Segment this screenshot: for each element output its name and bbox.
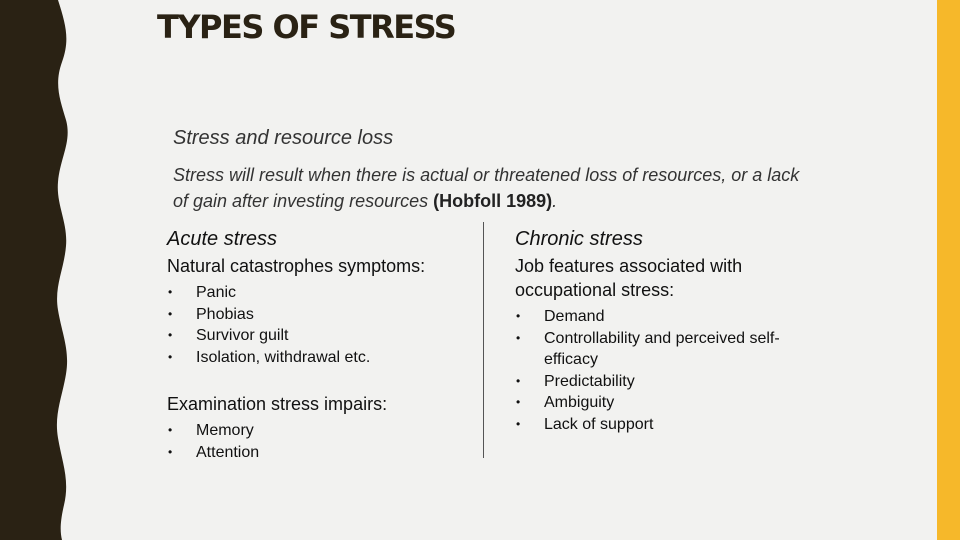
acute-stress-column [167, 226, 467, 463]
acute-heading: Acute stress [167, 228, 278, 250]
list-item: • Phobias [167, 304, 467, 326]
list-item: • Predictability [515, 371, 814, 393]
list-item: • Isolation, withdrawal etc. [167, 347, 467, 369]
subtitle: Stress and resource loss [173, 127, 394, 149]
list-item: • Attention [167, 442, 467, 464]
list-item: • Lack of support [515, 414, 814, 436]
chronic-lead: Job features associated with occupational stress: [515, 256, 743, 300]
accent-bar [937, 0, 960, 540]
list-item: • Demand [515, 306, 814, 328]
left-wavy-edge [0, 0, 80, 540]
list-item: • Memory [167, 420, 467, 442]
list-item: • Controllability and perceived self-efficacy [515, 328, 814, 371]
citation: (Hobfoll 1989) [433, 191, 553, 211]
chronic-list [515, 306, 835, 435]
page-title: TYPES OF STRESS [157, 8, 456, 46]
intro-paragraph [173, 162, 813, 214]
acute-list-2 [167, 420, 467, 463]
acute-lead-2: Examination stress impairs: [167, 394, 388, 414]
acute-lead-1: Natural catastrophes symptoms: [167, 256, 426, 276]
chronic-heading: Chronic stress [515, 228, 643, 250]
acute-list-1 [167, 282, 467, 368]
list-item: • Ambiguity [515, 392, 814, 414]
chronic-stress-column [515, 226, 835, 435]
list-item: • Panic [167, 282, 467, 304]
list-item: • Survivor guilt [167, 325, 467, 347]
intro-text: Stress will result when there is actual or threatened loss of resources, or a lack of gain after investing resources [173, 165, 800, 211]
intro-end: . [552, 191, 558, 211]
column-divider [483, 222, 484, 458]
